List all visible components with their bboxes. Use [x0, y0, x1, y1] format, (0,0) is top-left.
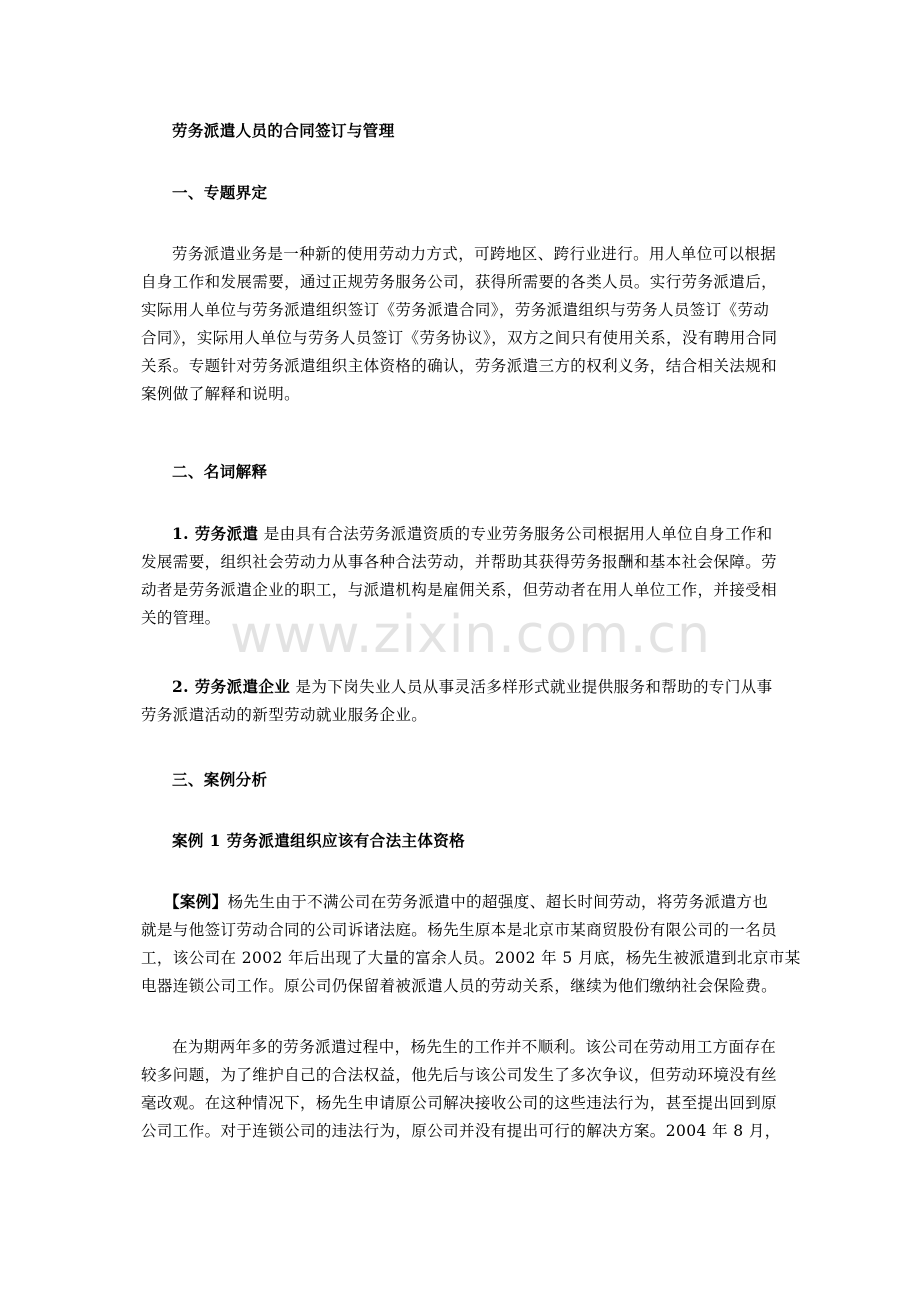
term-label: 2. 劳务派遣企业: [172, 677, 291, 696]
paragraph-line: 电器连锁公司工作。原公司仍保留着被派遣人员的劳动关系，继续为他们缴纳社会保险费。: [141, 977, 778, 995]
case-label: 【案例】: [164, 892, 228, 911]
paragraph-line: [172, 524, 920, 544]
watermark: www.zixin.com.cn: [230, 605, 711, 665]
paragraph-line: 劳务派遣业务是一种新的使用劳动力方式，可跨地区、跨行业进行。用人单位可以根据: [172, 245, 777, 263]
paragraph-line: [164, 892, 920, 912]
section-heading-2: 二、名词解释: [172, 462, 268, 481]
paragraph-line: 案例做了解释和说明。: [141, 385, 301, 403]
paragraph-line: 在为期两年多的劳务派遣过程中，杨先生的工作并不顺利。该公司在劳动用工方面存在: [172, 1038, 777, 1056]
paragraph-line: [172, 677, 920, 697]
term-label: 1. 劳务派遣: [172, 524, 259, 543]
case-text: 杨先生由于不满公司在劳务派遣中的超强度、超长时间劳动，将劳务派遣方也: [227, 893, 769, 911]
term-text: 是由具有合法劳务派遣资质的专业劳务服务公司根据用人单位自身工作和: [263, 525, 773, 543]
paragraph-line: 合同》，实际用人单位与劳务人员签订《劳务协议》，双方之间只有使用关系，没有聘用合同: [141, 329, 778, 347]
case-heading: 案例 1 劳务派遣组织应该有合法主体资格: [172, 831, 466, 850]
paragraph-line: 发展需要，组织社会劳动力从事各种合法劳动，并帮助其获得劳务报酬和基本社会保障。劳: [141, 553, 778, 571]
paragraph-line: 较多问题，为了维护自己的合法权益，他先后与该公司发生了多次争议，但劳动环境没有丝: [141, 1066, 778, 1084]
term-text: 是为下岗失业人员从事灵活多样形式就业提供服务和帮助的专门从事: [295, 678, 773, 696]
paragraph-line: 关的管理。: [141, 609, 221, 627]
paragraph-line: 动者是劳务派遣企业的职工，与派遣机构是雇佣关系，但劳动者在用人单位工作，并接受相: [141, 581, 778, 599]
paragraph-line: 关系。专题针对劳务派遣组织主体资格的确认，劳务派遣三方的权利义务，结合相关法规和: [141, 357, 778, 375]
paragraph-line: 就是与他签订劳动合同的公司诉诸法庭。杨先生原本是北京市某商贸股份有限公司的一名员: [141, 921, 778, 939]
paragraph-line: 公司工作。对于连锁公司的违法行为，原公司并没有提出可行的解决方案。2004 年 8 月，: [141, 1122, 781, 1140]
section-heading-3: 三、案例分析: [172, 770, 268, 789]
paragraph-line: 劳务派遣活动的新型劳动就业服务企业。: [141, 706, 428, 724]
paragraph-line: 自身工作和发展需要，通过正规劳务服务公司，获得所需要的各类人员。实行劳务派遣后，: [141, 273, 778, 291]
paragraph-line: 毫改观。在这种情况下，杨先生申请原公司解决接收公司的这些违法行为，甚至提出回到原: [141, 1094, 778, 1112]
paragraph-line: 工，该公司在 2002 年后出现了大量的富余人员。2002 年 5 月底，杨先生被派遣到北京市某: [141, 949, 801, 967]
section-heading-1: 一、专题界定: [172, 183, 268, 202]
paragraph-line: 实际用人单位与劳务派遣组织签订《劳务派遣合同》，劳务派遣组织与劳务人员签订《劳动: [141, 301, 770, 319]
document-title: 劳务派遣人员的合同签订与管理: [172, 121, 395, 140]
